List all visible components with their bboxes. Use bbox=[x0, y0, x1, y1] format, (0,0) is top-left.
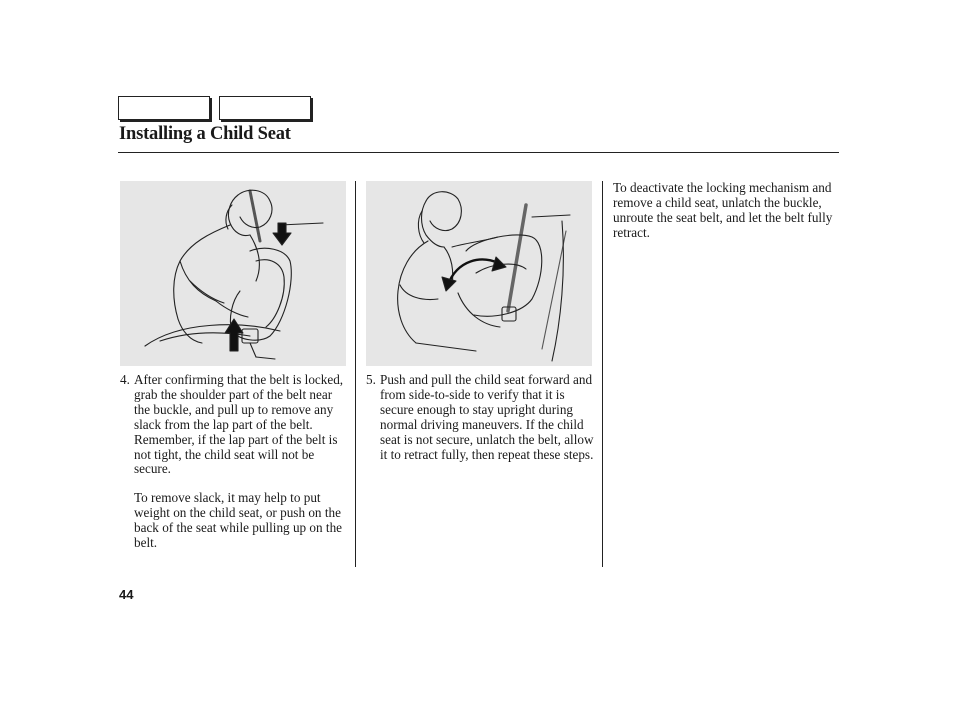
nav-button-table-of-contents[interactable] bbox=[219, 96, 311, 120]
step-text: After confirming that the belt is locked, grab the shoulder part of the belt near the buckle, and pull up to remove any slack from the lap part of the belt. Remember, if the lap part of the belt is not tight, the child seat will not be secure. bbox=[134, 372, 344, 477]
instruction-step-4-tip: To remove slack, it may help to put weight on the child seat, or push on the back of the seat while pulling up on the belt. bbox=[134, 490, 343, 550]
page-title: Installing a Child Seat bbox=[119, 124, 291, 144]
step-text: Push and pull the child seat forward and from side-to-side to verify that it is secure enough to stay upright during normal driving maneuvers. If the child seat is not secure, unlatch the belt, allow it to retract fully, then repeat these steps. bbox=[380, 372, 594, 462]
person-tightening-belt-illustration bbox=[120, 181, 346, 366]
page-number: 44 bbox=[119, 587, 134, 602]
step-number: 5. bbox=[366, 372, 376, 387]
column-divider bbox=[355, 181, 356, 567]
instruction-step-4 bbox=[120, 373, 346, 477]
step-number: 4. bbox=[120, 372, 130, 387]
person-pushing-child-seat-illustration bbox=[366, 181, 592, 366]
instruction-step-5 bbox=[366, 373, 596, 462]
nav-button-main-menu[interactable] bbox=[118, 96, 210, 120]
deactivation-note: To deactivate the locking mechanism and remove a child seat, unlatch the buckle, unroute the seat belt, and let the belt fully retract. bbox=[613, 180, 833, 240]
column-divider bbox=[602, 181, 603, 567]
figure-push-pull-seat bbox=[366, 181, 592, 366]
title-divider bbox=[118, 152, 839, 153]
figure-tighten-belt bbox=[120, 181, 346, 366]
